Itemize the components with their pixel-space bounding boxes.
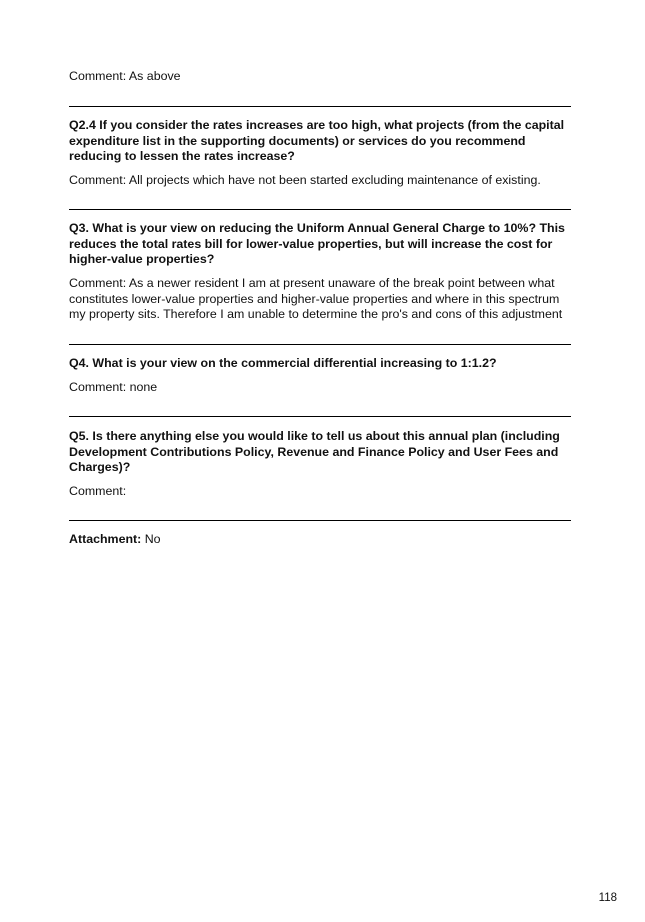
page-number: 118 [598,892,617,904]
section-divider [69,520,571,521]
section-divider [69,106,571,107]
attachment-value: No [141,532,161,546]
question-q2-4: Q2.4 If you consider the rates increases are too high, what projects (from the capital expenditure list in the supporting documents) or services do you recommend reducing to lessen the rates increase? [69,118,565,164]
section-divider [69,209,571,210]
comment-q4: Comment: none [69,380,158,394]
comment-q2-4: Comment: All projects which have not been started excluding maintenance of existing. [69,173,541,187]
question-q3: Q3. What is your view on reducing the Uniform Annual General Charge to 10%? This reduces the total rates bill for lower-value properties, but will increase the cost for higher-value properties? [69,221,565,267]
comment-q5: Comment: [69,484,127,498]
attachment-label: Attachment: [69,532,142,546]
section-divider [69,344,571,345]
section-divider [69,416,571,417]
attachment-line [69,532,571,548]
question-q4: Q4. What is your view on the commercial differential increasing to 1:1.2? [69,356,497,370]
comment-q2-3: Comment: As above [69,69,181,83]
question-q5: Q5. Is there anything else you would like to tell us about this annual plan (including Development Contributions Policy, Revenue and Finance Policy and User Fees and Charges)? [69,429,560,475]
comment-q3: Comment: As a newer resident I am at present unaware of the break point between what constitutes lower-value properties and higher-value properties and where in this spectrum my property sits. Therefore I am unable to determine the pro's and cons of this adjustment [69,276,563,322]
